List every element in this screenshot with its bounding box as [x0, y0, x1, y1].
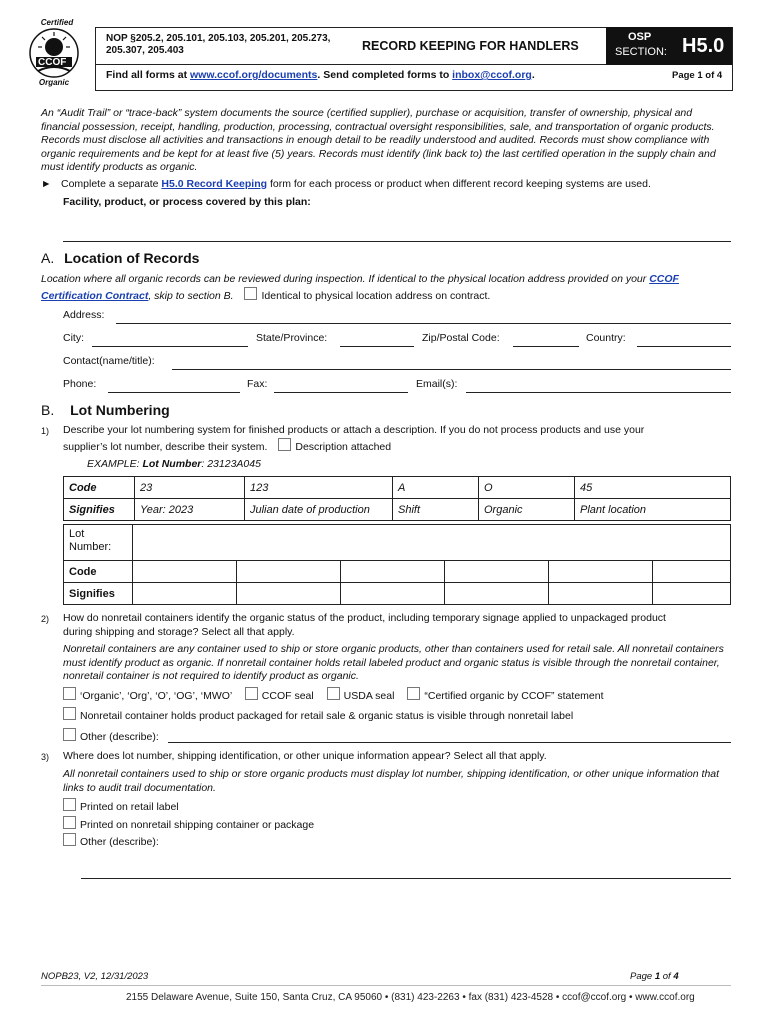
forms-line	[106, 69, 535, 81]
lot-number-table	[63, 524, 731, 605]
nonretail-container-text: Printed on nonretail shipping container or package	[80, 819, 315, 831]
identical-label: Identical to physical location address on contract.	[261, 289, 491, 302]
example-prefix: EXAMPLE:	[87, 458, 143, 470]
intro-bullet	[41, 178, 731, 192]
state-field[interactable]	[340, 346, 414, 347]
contact-label: Contact(name/title):	[63, 355, 155, 367]
usda-seal-label: USDA seal	[343, 690, 395, 702]
ccof-seal-checkbox[interactable]	[245, 687, 258, 700]
fax-field[interactable]	[274, 392, 408, 393]
signifies-input-cell[interactable]	[133, 583, 237, 605]
ccof-logo	[28, 18, 80, 94]
bullet-suffix: form for each process or product when different record keeping systems are used.	[267, 178, 651, 190]
q1-text-2: supplier’s lot number, describe their system.	[63, 441, 268, 453]
logo-emblem-icon	[28, 27, 80, 79]
header-divider	[95, 64, 606, 65]
arrow-bullet-icon: ►	[41, 178, 52, 190]
country-field[interactable]	[637, 346, 731, 347]
blank-signifies-label: Signifies	[64, 583, 133, 605]
code-input-cell[interactable]	[445, 561, 549, 583]
header-page-number: Page 1 of 4	[672, 70, 723, 81]
q1-text-2-row	[63, 438, 733, 455]
example-code-cell: 23	[135, 477, 245, 499]
section-a-desc-2: , skip to section B.	[148, 289, 234, 302]
section-a-heading	[41, 250, 199, 266]
section-b-heading	[41, 402, 170, 418]
logo-top-text: Certified	[40, 18, 74, 27]
nonretail-checkbox[interactable]	[63, 707, 76, 720]
organic-terms-label: ‘Organic’, ‘Org’, ‘O’, ‘OG’, ‘MWO’	[80, 690, 232, 702]
q2-other-row	[63, 728, 159, 745]
facility-label: Facility, product, or process covered by this plan:	[63, 196, 311, 208]
state-label: State/Province:	[256, 332, 328, 344]
forms-link[interactable]: www.ccof.org/documents	[190, 69, 318, 81]
code-input-cell[interactable]	[549, 561, 653, 583]
footer-page-number	[630, 971, 679, 982]
retail-label-text: Printed on retail label	[80, 801, 179, 813]
example-lot-value: : 23123A045	[201, 458, 261, 470]
example-signifies-cell: Organic	[479, 499, 575, 521]
nonretail-container-checkbox[interactable]	[63, 816, 76, 829]
q3-other-checkbox[interactable]	[63, 833, 76, 846]
ccof-seal-label: CCOF seal	[261, 690, 314, 702]
q2-other-checkbox[interactable]	[63, 728, 76, 741]
example-signifies-cell: Julian date of production	[245, 499, 393, 521]
section-a-desc-1: Location where all organic records can be reviewed during inspection. If identical to the physical location address provided on your	[41, 273, 650, 285]
footer-page-total: 4	[673, 971, 679, 982]
footer-page-num: 1	[654, 971, 661, 982]
q3-option-nonretail	[63, 816, 314, 833]
phone-field[interactable]	[108, 392, 240, 393]
signifies-input-cell[interactable]	[341, 583, 445, 605]
forms-end: .	[531, 69, 535, 81]
lot-number-label	[64, 525, 133, 561]
q2-nonretail-row	[63, 707, 573, 724]
example-code-cell: O	[479, 477, 575, 499]
fax-label: Fax:	[247, 378, 268, 390]
usda-seal-checkbox[interactable]	[327, 687, 340, 700]
address-label: Address:	[63, 309, 105, 321]
q2-other-label: Other (describe):	[80, 731, 159, 743]
address-field[interactable]	[116, 323, 731, 324]
logo-bottom-text: Organic	[38, 78, 70, 87]
section-a-desc	[41, 273, 736, 303]
example-lot-table	[63, 476, 731, 521]
nop-refs: NOP §205.2, 205.101, 205.103, 205.201, 205.273, 205.307, 205.403	[106, 33, 331, 56]
q3-note: All nonretail containers used to ship or store organic products must display lot number, shipping identification, or other unique information that links to audit trail documentation.	[63, 768, 720, 794]
example-code-label: Code	[64, 477, 135, 499]
certified-statement-label: “Certified organic by CCOF” statement	[424, 690, 604, 702]
form-id: NOPB23, V2, 12/31/2023	[41, 971, 149, 982]
section-b-title: Lot Numbering	[70, 402, 170, 418]
footer-rule	[41, 985, 731, 986]
phone-label: Phone:	[63, 378, 97, 390]
zip-label: Zip/Postal Code:	[422, 332, 500, 344]
q3-other-text: Other (describe):	[80, 836, 159, 848]
section-b-letter: B.	[41, 402, 55, 418]
q2-text-2: during shipping and storage? Select all that apply.	[63, 626, 295, 638]
section-code: H5.0	[682, 35, 725, 57]
q3-other-field[interactable]	[81, 878, 731, 879]
contact-field[interactable]	[172, 369, 731, 370]
example-code-cell: 123	[245, 477, 393, 499]
city-label: City:	[63, 332, 84, 344]
q1-text-1: Describe your lot numbering system for finished products or attach a description. If you do not process products and use your	[63, 424, 645, 436]
ccof-contract-link[interactable]: CCOF Certification Contract	[41, 273, 679, 302]
identical-checkbox[interactable]	[244, 287, 257, 300]
example-signifies-cell: Plant location	[575, 499, 731, 521]
q3-option-retail	[63, 798, 179, 815]
section-a-letter: A.	[41, 250, 55, 266]
intro-text: An “Audit Trail” or “trace-back” system documents the source (certified supplier), purchase or acquisition, transfer of ownership, physical and financial possession, receipt, handling, production, processing, contractual oversight responsibilities, sale, and transportation of organic products. Records must disclose all activities and transactions in enough detail to be readily understood and audited. Records must show compliance with organic requirements and be kept for at least five (5) years. Records must identify (link back to) the last certified operation in the supply chain and must identify products as organic.	[41, 107, 716, 173]
lot-label-1: Lot	[69, 528, 85, 540]
blank-code-label: Code	[64, 561, 133, 583]
email-field[interactable]	[466, 392, 731, 393]
section-a-title: Location of Records	[64, 250, 200, 266]
section-label: SECTION:	[615, 46, 667, 58]
retail-label-checkbox[interactable]	[63, 798, 76, 811]
certified-statement-checkbox[interactable]	[407, 687, 420, 700]
example-code-cell: A	[393, 477, 479, 499]
example-signifies-label: Signifies	[64, 499, 135, 521]
osp-label: OSP	[628, 31, 652, 43]
signifies-input-cell[interactable]	[653, 583, 731, 605]
nonretail-label: Nonretail container holds product packaged for retail sale & organic status is visible through nonretail label	[80, 710, 574, 722]
page-title: RECORD KEEPING FOR HANDLERS	[362, 39, 579, 53]
example-line	[87, 458, 261, 472]
q3-text: Where does lot number, shipping identification, or other unique information appear? Select all that apply.	[63, 750, 547, 762]
footer-page-mid: of	[660, 971, 674, 982]
signifies-input-cell[interactable]	[445, 583, 549, 605]
example-lot-label: Lot Number	[142, 458, 202, 470]
description-attached-checkbox[interactable]	[278, 438, 291, 451]
description-attached-label: Description attached	[295, 441, 392, 453]
forms-prefix: Find all forms at	[106, 69, 191, 81]
inbox-link[interactable]: inbox@ccof.org	[452, 69, 532, 81]
organic-terms-checkbox[interactable]	[63, 687, 76, 700]
logo-brand: CCOF	[38, 57, 67, 68]
q2-note: Nonretail containers are any container used to ship or store organic products, other than containers used for retail sale. All nonretail containers must identify product as organic. If nonretail container holds retail labeled product and organic status is visible through the nonretail container, nonretail container is not required to identify product as organic.	[63, 643, 724, 682]
q3-number: 3)	[41, 752, 50, 762]
code-input-cell[interactable]	[237, 561, 341, 583]
lot-number-input[interactable]	[133, 525, 731, 561]
q2-number: 2)	[41, 614, 50, 624]
signifies-input-cell[interactable]	[237, 583, 341, 605]
footer-page-prefix: Page	[630, 971, 655, 982]
country-label: Country:	[586, 332, 626, 344]
example-code-cell: 45	[575, 477, 731, 499]
email-label: Email(s):	[416, 378, 458, 390]
forms-mid: . Send completed forms to	[317, 69, 453, 81]
bullet-prefix: Complete a separate	[61, 178, 162, 190]
code-input-cell[interactable]	[653, 561, 731, 583]
facility-field[interactable]	[63, 241, 731, 242]
example-signifies-cell: Year: 2023	[135, 499, 245, 521]
q2-text-1: How do nonretail containers identify the organic status of the product, including temporary signage applied to unpackaged product	[63, 612, 666, 624]
example-signifies-cell: Shift	[393, 499, 479, 521]
q1-number: 1)	[41, 426, 50, 436]
city-field[interactable]	[92, 346, 248, 347]
footer-address: 2155 Delaware Avenue, Suite 150, Santa Cruz, CA 95060 • (831) 423-2263 • fax (831) 423-4528 • ccof@ccof.org • www.ccof.org	[126, 992, 695, 1003]
q3-option-other	[63, 833, 159, 850]
zip-field[interactable]	[513, 346, 579, 347]
q2-other-field[interactable]	[168, 742, 731, 743]
lot-label-2: Number:	[69, 541, 112, 553]
code-input-cell[interactable]	[133, 561, 237, 583]
q2-options-row	[63, 687, 738, 704]
h5-record-keeping-link[interactable]: H5.0 Record Keeping	[161, 178, 268, 190]
signifies-input-cell[interactable]	[549, 583, 653, 605]
code-input-cell[interactable]	[341, 561, 445, 583]
